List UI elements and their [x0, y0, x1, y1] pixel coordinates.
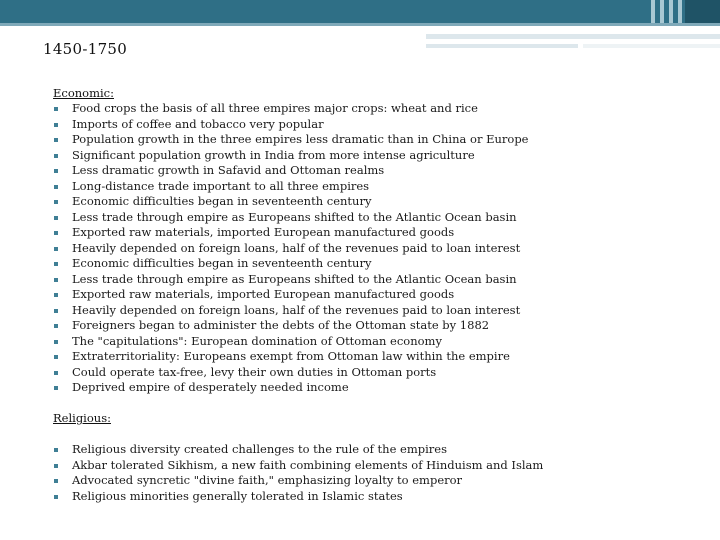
header-stripe — [669, 0, 673, 23]
list-item — [52, 380, 529, 396]
header-stripe — [651, 0, 655, 23]
list-item — [52, 442, 543, 458]
list-item — [52, 163, 529, 179]
list-item-text: Population growth in the three empires less dramatic than in China or Europe — [72, 132, 529, 146]
list-item-text: Economic difficulties began in seventeenth century — [72, 256, 372, 270]
list-item — [52, 303, 529, 319]
list-item-text: Exported raw materials, imported European manufactured goods — [72, 225, 455, 239]
list-item — [52, 148, 529, 164]
list-item-text: Akbar tolerated Sikhism, a new faith combining elements of Hinduism and Islam — [72, 457, 544, 472]
list-item-text: Extraterritoriality: Europeans exempt from Ottoman law within the empire — [72, 349, 510, 363]
list-item — [52, 179, 529, 195]
square-bullet-icon — [54, 138, 58, 142]
economic-list — [52, 101, 529, 396]
slide-title: 1450-1750 — [43, 40, 128, 58]
list-item — [52, 334, 529, 350]
square-bullet-icon — [54, 495, 58, 499]
religious-list — [52, 442, 543, 504]
list-item-text: Foreigners began to administer the debts of the Ottoman state by 1882 — [72, 318, 490, 332]
list-item-text: Less dramatic growth in Safavid and Ottoman realms — [72, 163, 385, 177]
economic-heading: Economic: — [53, 86, 114, 100]
list-item-text: Less trade through empire as Europeans shifted to the Atlantic Ocean basin — [72, 271, 517, 286]
square-bullet-icon — [54, 479, 58, 483]
square-bullet-icon — [54, 169, 58, 173]
list-item — [52, 117, 529, 133]
header-stripe — [678, 0, 682, 23]
decor-bar — [426, 44, 578, 48]
square-bullet-icon — [54, 262, 58, 266]
list-item-text: Heavily depended on foreign loans, half of the revenues paid to loan interest — [72, 302, 521, 317]
list-item-text: Could operate tax-free, levy their own duties in Ottoman ports — [72, 364, 437, 379]
square-bullet-icon — [54, 464, 58, 468]
list-item-text: Economic difficulties began in seventeenth century — [72, 194, 372, 208]
square-bullet-icon — [54, 154, 58, 158]
square-bullet-icon — [54, 247, 58, 251]
header-band — [0, 0, 720, 23]
list-item — [52, 318, 529, 334]
list-item — [52, 256, 529, 272]
list-item — [52, 458, 543, 474]
square-bullet-icon — [54, 107, 58, 111]
decor-bar — [583, 44, 720, 48]
list-item-text: Significant population growth in India from more intense agriculture — [72, 147, 475, 162]
square-bullet-icon — [54, 386, 58, 390]
square-bullet-icon — [54, 371, 58, 375]
square-bullet-icon — [54, 448, 58, 452]
square-bullet-icon — [54, 123, 58, 127]
list-item-text: Deprived empire of desperately needed income — [72, 380, 349, 394]
list-item-text: Imports of coffee and tobacco very popular — [72, 116, 324, 131]
square-bullet-icon — [54, 340, 58, 344]
square-bullet-icon — [54, 293, 58, 297]
square-bullet-icon — [54, 355, 58, 359]
list-item — [52, 194, 529, 210]
list-item-text: Advocated syncretic "divine faith," emphasizing loyalty to emperor — [72, 473, 463, 487]
list-item-text: Long-distance trade important to all three empires — [72, 178, 370, 193]
square-bullet-icon — [54, 309, 58, 313]
list-item — [52, 272, 529, 288]
list-item-text: Exported raw materials, imported European manufactured goods — [72, 287, 455, 301]
decor-bar — [426, 34, 720, 39]
list-item — [52, 287, 529, 303]
list-item — [52, 365, 529, 381]
list-item-text: The "capitulations": European domination of Ottoman economy — [72, 333, 442, 348]
square-bullet-icon — [54, 216, 58, 220]
square-bullet-icon — [54, 324, 58, 328]
list-item-text: Less trade through empire as Europeans shifted to the Atlantic Ocean basin — [72, 209, 517, 224]
list-item — [52, 210, 529, 226]
square-bullet-icon — [54, 278, 58, 282]
list-item-text: Food crops the basis of all three empires major crops: wheat and rice — [72, 101, 478, 115]
list-item — [52, 132, 529, 148]
list-item — [52, 225, 529, 241]
square-bullet-icon — [54, 185, 58, 189]
header-stripe — [660, 0, 664, 23]
list-item — [52, 349, 529, 365]
square-bullet-icon — [54, 231, 58, 235]
list-item — [52, 489, 543, 505]
list-item-text: Religious diversity created challenges to the rule of the empires — [72, 442, 447, 456]
list-item-text: Religious minorities generally tolerated in Islamic states — [72, 488, 403, 503]
religious-heading: Religious: — [53, 411, 111, 425]
header-accent-line — [0, 23, 720, 26]
list-item — [52, 473, 543, 489]
list-item — [52, 241, 529, 257]
list-item-text: Heavily depended on foreign loans, half of the revenues paid to loan interest — [72, 240, 521, 255]
list-item — [52, 101, 529, 117]
header-corner-block — [685, 0, 720, 23]
square-bullet-icon — [54, 200, 58, 204]
